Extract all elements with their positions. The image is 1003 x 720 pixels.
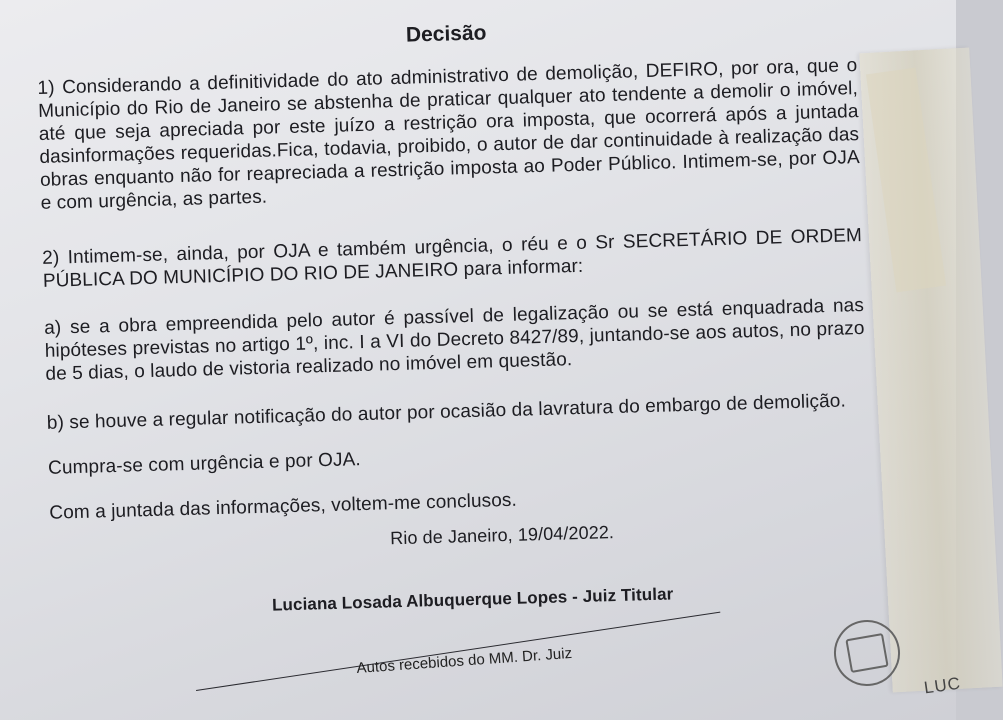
decision-text	[36, 11, 872, 623]
received-note: Autos recebidos do MM. Dr. Juiz	[356, 644, 573, 677]
compliance-order: Cumpra-se com urgência e por OJA.	[47, 449, 362, 479]
item-b: b) se houve a regular notificação do autor por ocasião da lavratura do embargo de demolição.	[46, 390, 847, 434]
corner-text: LUC	[922, 673, 963, 698]
date-line: Rio de Janeiro, 19/04/2022.	[389, 522, 615, 549]
paragraph-1: 1) Considerando a definitividade do ato administrativo de demolição, DEFIRO, por ora, que o Município do Rio de Janeiro se abstenha de praticar qualquer ato tendente a demolir o imóvel, até que seja apreciada por este juízo a restrição ora imposta, que ocorrerá após a juntada dasinformações requeridas.Fica, todavia, proibido, o autor de dar continuidade à realização das obras enquanto não for reapreciada a restrição imposta ao Poder Público. Intimem-se, por OJA e com urgência, as partes.	[37, 55, 861, 214]
document-title: Decisão	[405, 21, 487, 47]
conclusion-order: Com a juntada das informações, voltem-me conclusos.	[49, 489, 518, 524]
seal-emblem-icon	[845, 633, 888, 673]
signature-name: Luciana Losada Albuquerque Lopes - Juiz Titular	[271, 584, 674, 615]
paragraph-2: 2) Intimem-se, ainda, por OJA e também urgência, o réu e o Sr SECRETÁRIO DE ORDEM PÚBLICA DO MUNICÍPIO DO RIO DE JANEIRO para informar:	[41, 225, 863, 292]
item-a: a) se a obra empreendida pelo autor é passível de legalização ou se está enquadrada nas hipóteses previstas no artigo 1º, inc. I a VI do Decreto 8427/89, juntando-se aos autos, no prazo de 5 dias, o laudo de vistoria realizado no imóvel em questão.	[43, 294, 865, 385]
signature-line	[196, 612, 720, 691]
